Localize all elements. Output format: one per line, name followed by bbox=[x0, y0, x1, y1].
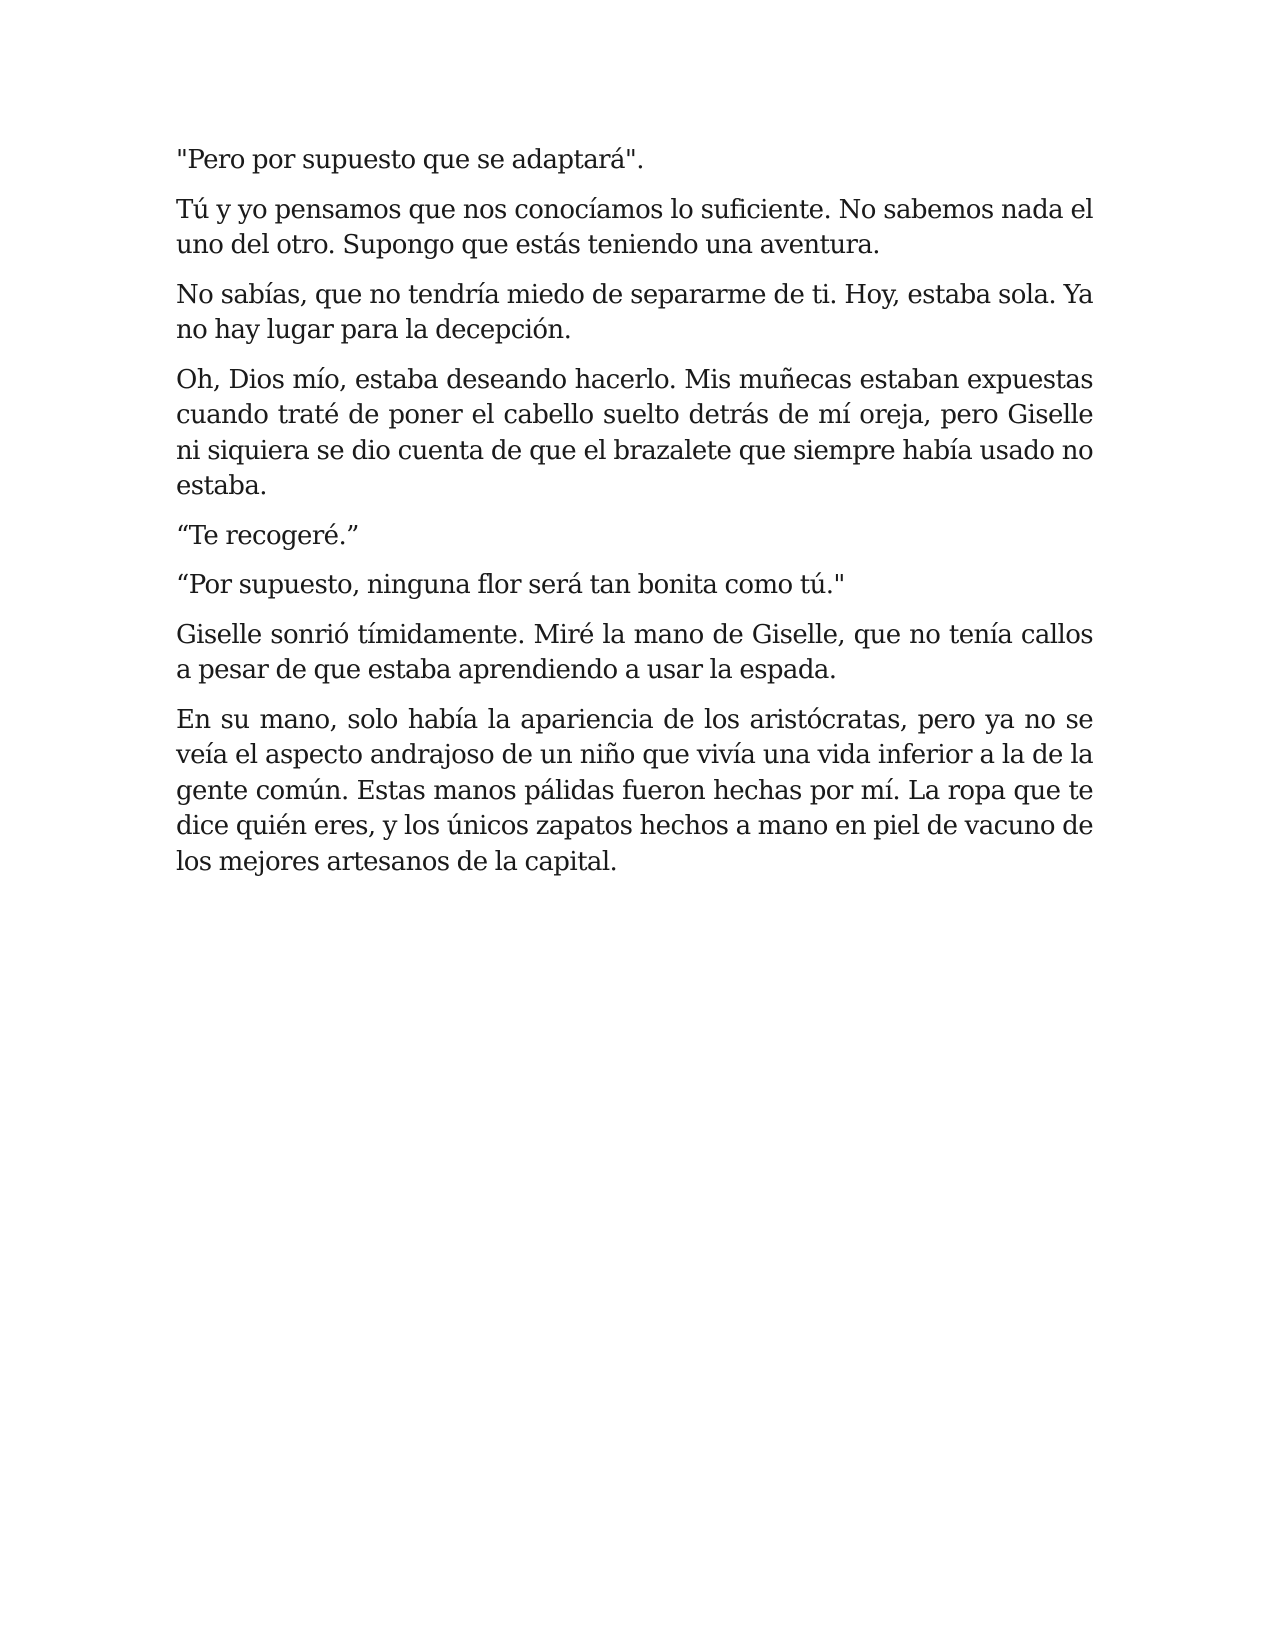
paragraph-5: “Te recogeré.” bbox=[176, 520, 359, 551]
paragraph-4: Oh, Dios mío, estaba deseando hacerlo. Mis muñecas estaban expuestas cuando traté de poner el cabello suelto detrás de mí oreja, pero Giselle ni siquiera se dio cuenta de que el brazalete que siempre había usado no estaba. bbox=[176, 364, 1093, 501]
paragraph-6: “Por supuesto, ninguna flor será tan bonita como tú." bbox=[176, 570, 845, 600]
paragraph-8: En su mano, solo había la apariencia de los aristócratas, pero ya no se veía el aspecto andrajoso de un niño que vivía una vida inferior a la de la gente común. Estas manos pálidas fueron hechas por mí. La ropa que te dice quién eres, y los únicos zapatos hechos a mano en piel de vacuno de los mejores artesanos de la capital. bbox=[176, 704, 1093, 877]
paragraph-3: No sabías, que no tendría miedo de separarme de ti. Hoy, estaba sola. Ya no hay lugar para la decepción. bbox=[176, 279, 1093, 345]
document-body bbox=[176, 143, 1093, 894]
paragraph-2: Tú y yo pensamos que nos conocíamos lo suficiente. No sabemos nada el uno del otro. Supongo que estás teniendo una aventura. bbox=[176, 194, 1093, 260]
paragraph-7: Giselle sonrió tímidamente. Miré la mano de Giselle, que no tenía callos a pesar de que estaba aprendiendo a usar la espada. bbox=[176, 619, 1093, 685]
paragraph-1: "Pero por supuesto que se adaptará". bbox=[176, 145, 644, 175]
